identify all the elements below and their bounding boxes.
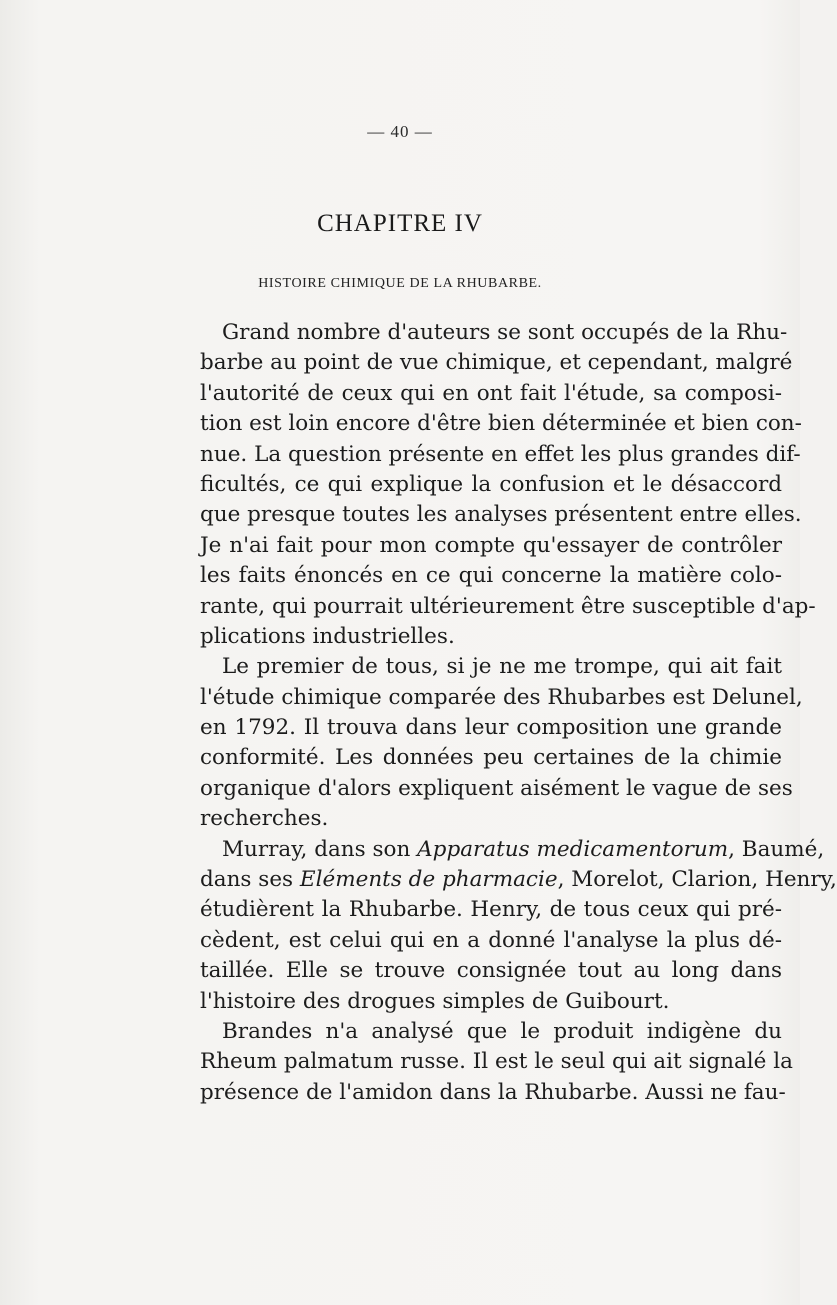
text-line: l'étude chimique comparée des Rhubarbes est Delunel,: [200, 684, 803, 710]
text-line: [200, 835, 825, 865]
text-run: Murray, dans son: [222, 836, 418, 862]
text-line: que presque toutes les analyses présentent entre elles.: [200, 502, 802, 528]
text-line: taillée. Elle se trouve consignée tout au long dans: [200, 958, 782, 984]
text-line: tion est loin encore d'être bien déterminée et bien con-: [200, 411, 802, 437]
text-run: , Morelot, Clarion, Henry,: [557, 867, 837, 893]
text-line: nue. La question présente en effet les plus grandes dif-: [200, 441, 801, 467]
text-run: dans ses: [200, 867, 300, 893]
chapter-title: CHAPITRE IV: [317, 210, 483, 237]
text-line: conformité. Les données peu certaines de la chimie: [200, 745, 782, 771]
body-text: [200, 318, 837, 1108]
italic-title: Eléments de pharmacie: [299, 867, 558, 893]
text-line: Rheum palmatum russe. Il est le seul qui ait signalé la: [200, 1049, 793, 1075]
text-line: l'autorité de ceux qui en ont fait l'étude, sa composi-: [200, 380, 782, 406]
text-line: plications industrielles.: [200, 623, 455, 649]
text-line: organique d'alors expliquent aisément le vague de ses: [200, 775, 793, 801]
text-line: Je n'ai fait pour mon compte qu'essayer de contrôler: [200, 532, 782, 558]
text-line: les faits énoncés en ce qui concerne la matière colo-: [200, 563, 782, 589]
text-line: barbe au point de vue chimique, et cependant, malgré: [200, 350, 793, 376]
page-number: — 40 —: [367, 122, 433, 141]
italic-title: Apparatus medicamentorum: [417, 836, 729, 862]
text-line: présence de l'amidon dans la Rhubarbe. Aussi ne fau-: [200, 1079, 786, 1105]
text-line: en 1792. Il trouva dans leur composition une grande: [200, 715, 782, 741]
text-line: étudièrent la Rhubarbe. Henry, de tous ceux qui pré-: [200, 897, 782, 923]
text-line: Grand nombre d'auteurs se sont occupés de la Rhu-: [222, 320, 788, 345]
text-line: cèdent, est celui qui en a donné l'analyse la plus dé-: [200, 927, 782, 953]
text-line: [200, 865, 837, 895]
text-run: , Baumé,: [728, 836, 825, 862]
text-line: ficultés, ce qui explique la confusion et le désaccord: [200, 471, 782, 497]
section-title: HISTOIRE CHIMIQUE DE LA RHUBARBE.: [258, 276, 542, 291]
text-line: l'histoire des drogues simples de Guibourt.: [200, 988, 670, 1014]
text-line: recherches.: [200, 806, 329, 832]
text-line: Le premier de tous, si je ne me trompe, qui ait fait: [222, 654, 782, 680]
text-line: Brandes n'a analysé que le produit indigène du: [222, 1018, 782, 1044]
text-line: rante, qui pourrait ultérieurement être susceptible d'ap-: [200, 593, 816, 619]
